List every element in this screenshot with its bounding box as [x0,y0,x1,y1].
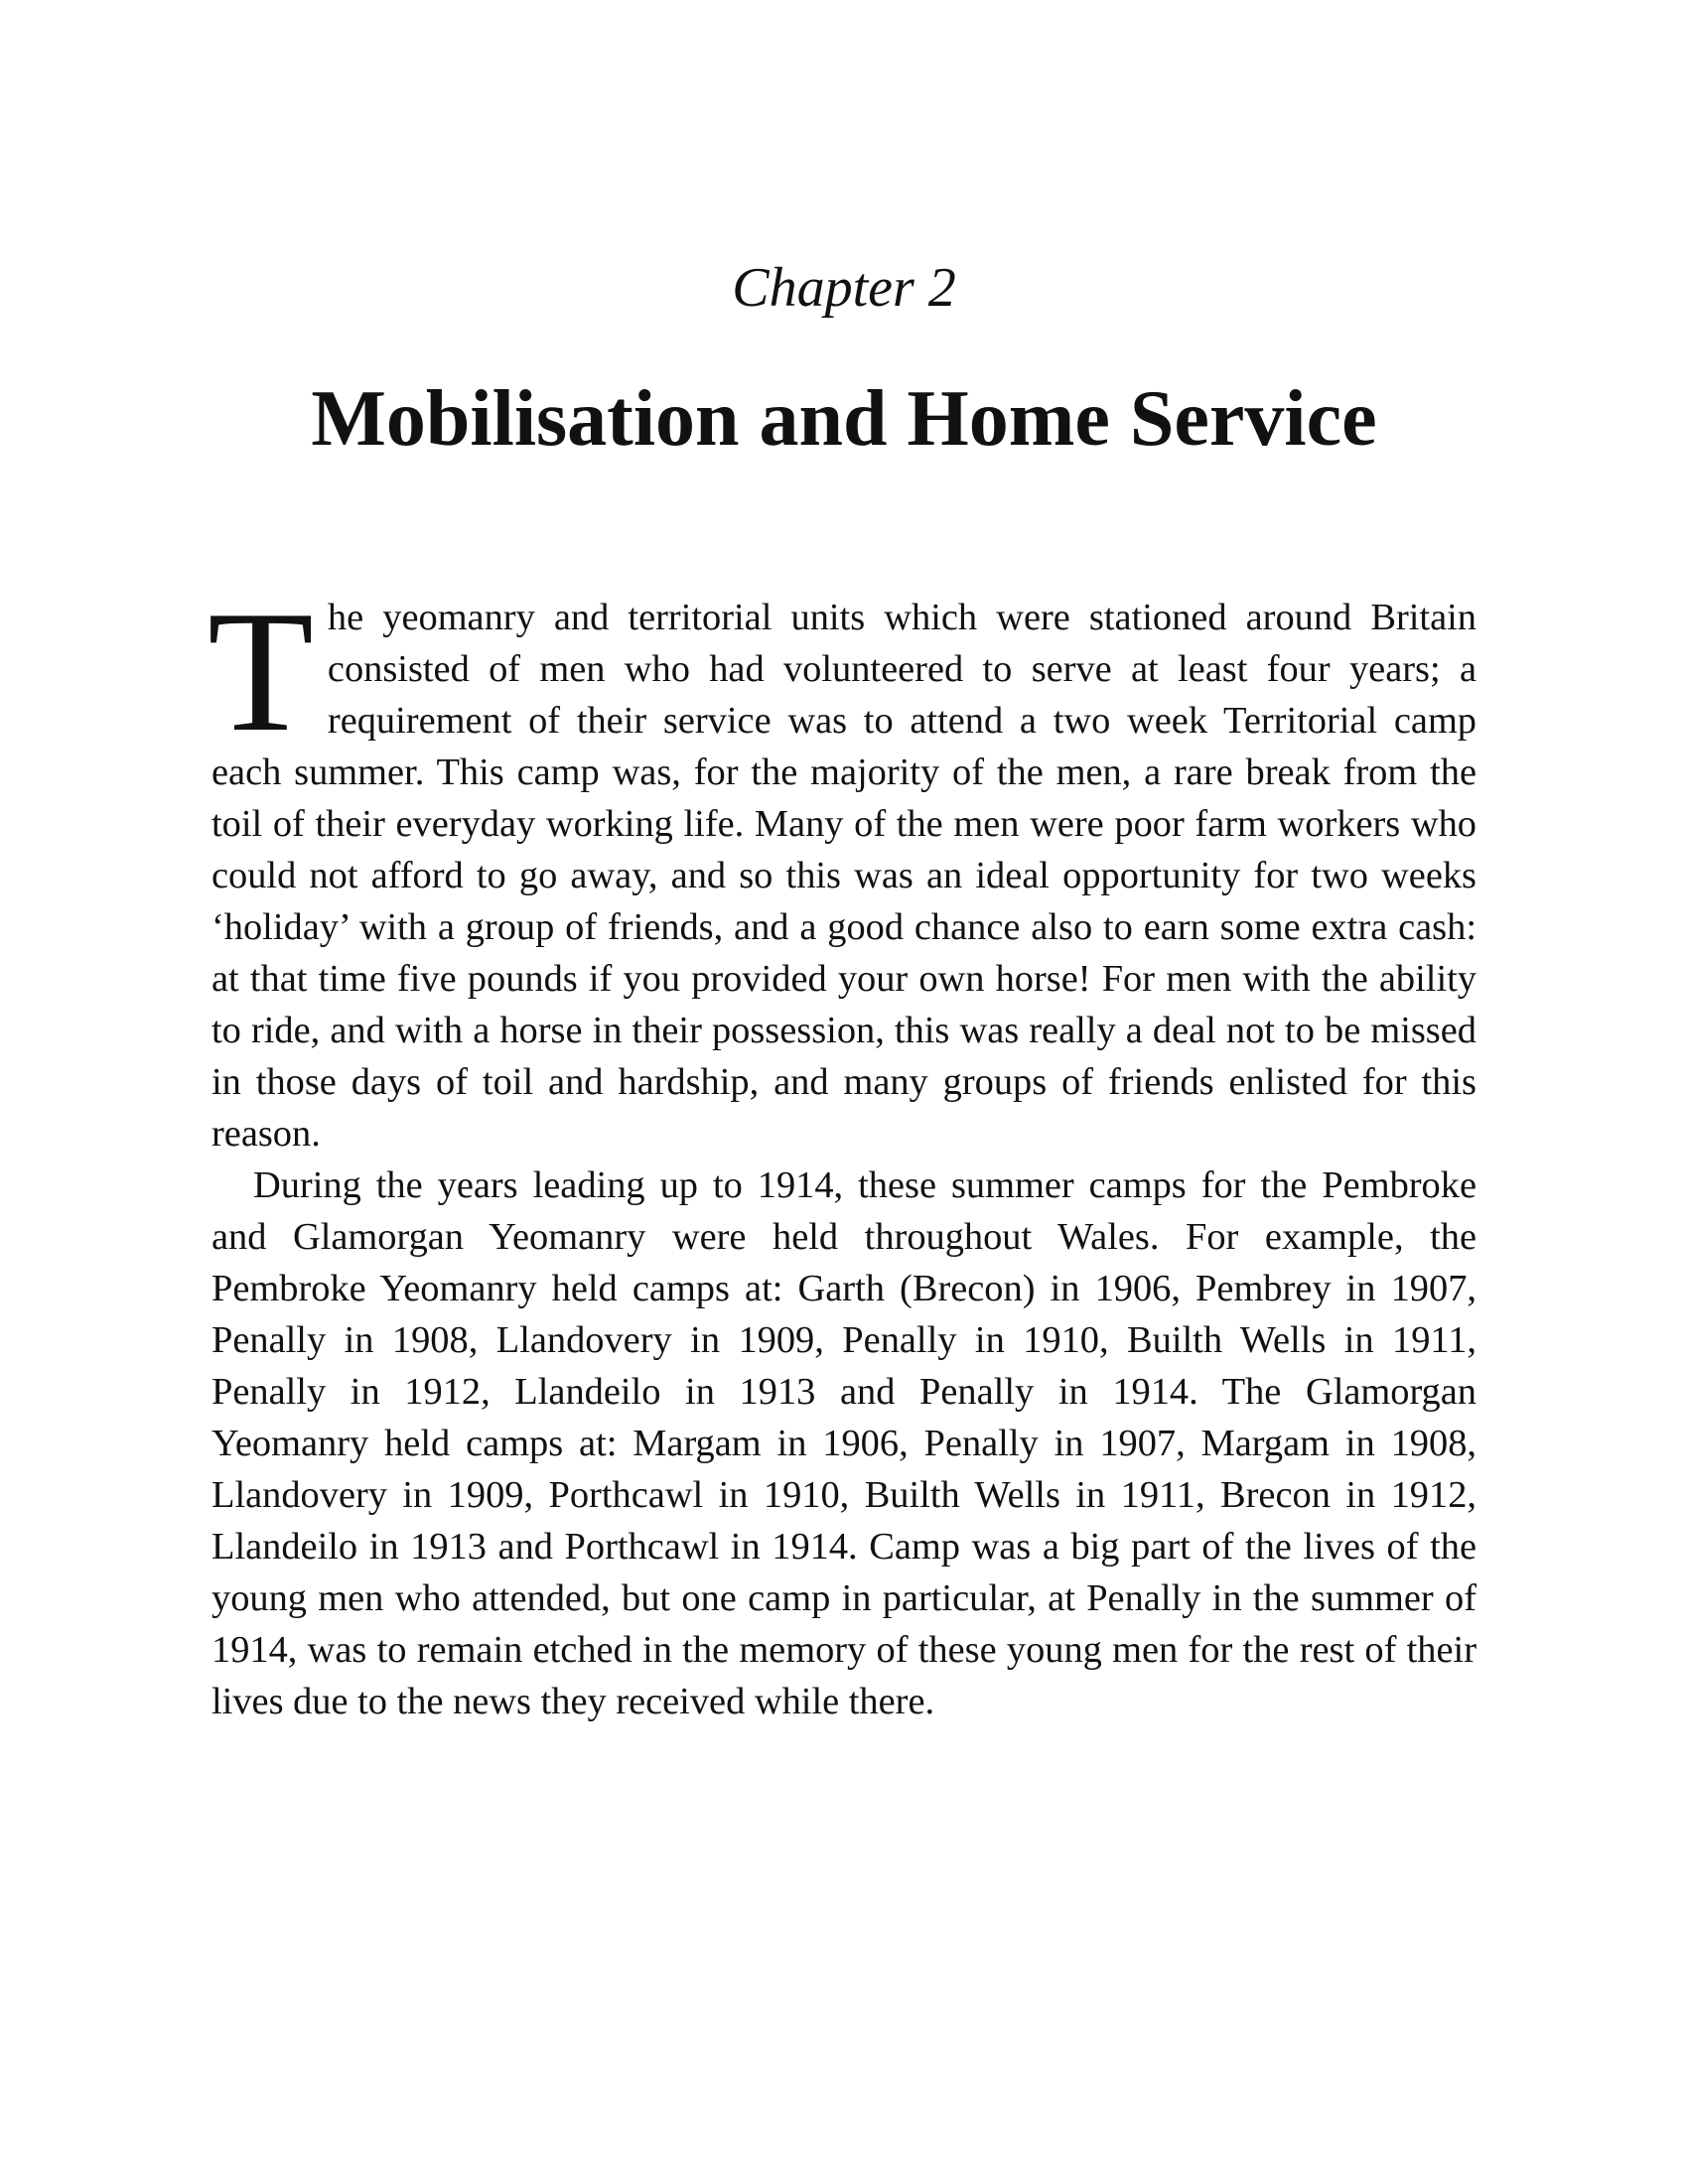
paragraph-1-text: he yeomanry and territorial units which were stationed around Britain consisted of men who had volunteered to serve at least four years; a requirement of their service was to attend a two week Territorial camp each summer. This camp was, for the majority of the men, a rare break from the toil of their everyday working life. Many of the men were poor farm workers who could not afford to go away, and so this was an ideal opportunity for two weeks ‘holiday’ with a group of friends, and a good chance also to earn some extra cash: at that time five pounds if you provided your own horse! For men with the ability to ride, and with a horse in their possession, this was really a deal not to be missed in those days of toil and hardship, and many groups of friends enlisted for this reason. [211,597,1477,1155]
paragraph-2: During the years leading up to 1914, these summer camps for the Pembroke and Glamorgan Yeomanry were held throughout Wales. For example, the Pembroke Yeomanry held camps at: Garth (Brecon) in 1906, Pembrey in 1907, Penally in 1908, Llandovery in 1909, Penally in 1910, Builth Wells in 1911, Penally in 1912, Llandeilo in 1913 and Penally in 1914. The Glamorgan Yeomanry held camps at: Margam in 1906, Penally in 1907, Margam in 1908, Llandovery in 1909, Porthcawl in 1910, Builth Wells in 1911, Brecon in 1912, Llandeilo in 1913 and Porthcawl in 1914. Camp was a big part of the lives of the young men who attended, but one camp in particular, at Penally in the summer of 1914, was to remain etched in the memory of these young men for the rest of their lives due to the news they received while there. [211,1164,1477,1722]
chapter-body [208,575,1477,1727]
paragraph-1 [208,575,1477,1160]
drop-cap: T [208,575,314,767]
chapter-title: Mobilisation and Home Service [311,375,1377,463]
chapter-label: Chapter 2 [732,257,956,319]
